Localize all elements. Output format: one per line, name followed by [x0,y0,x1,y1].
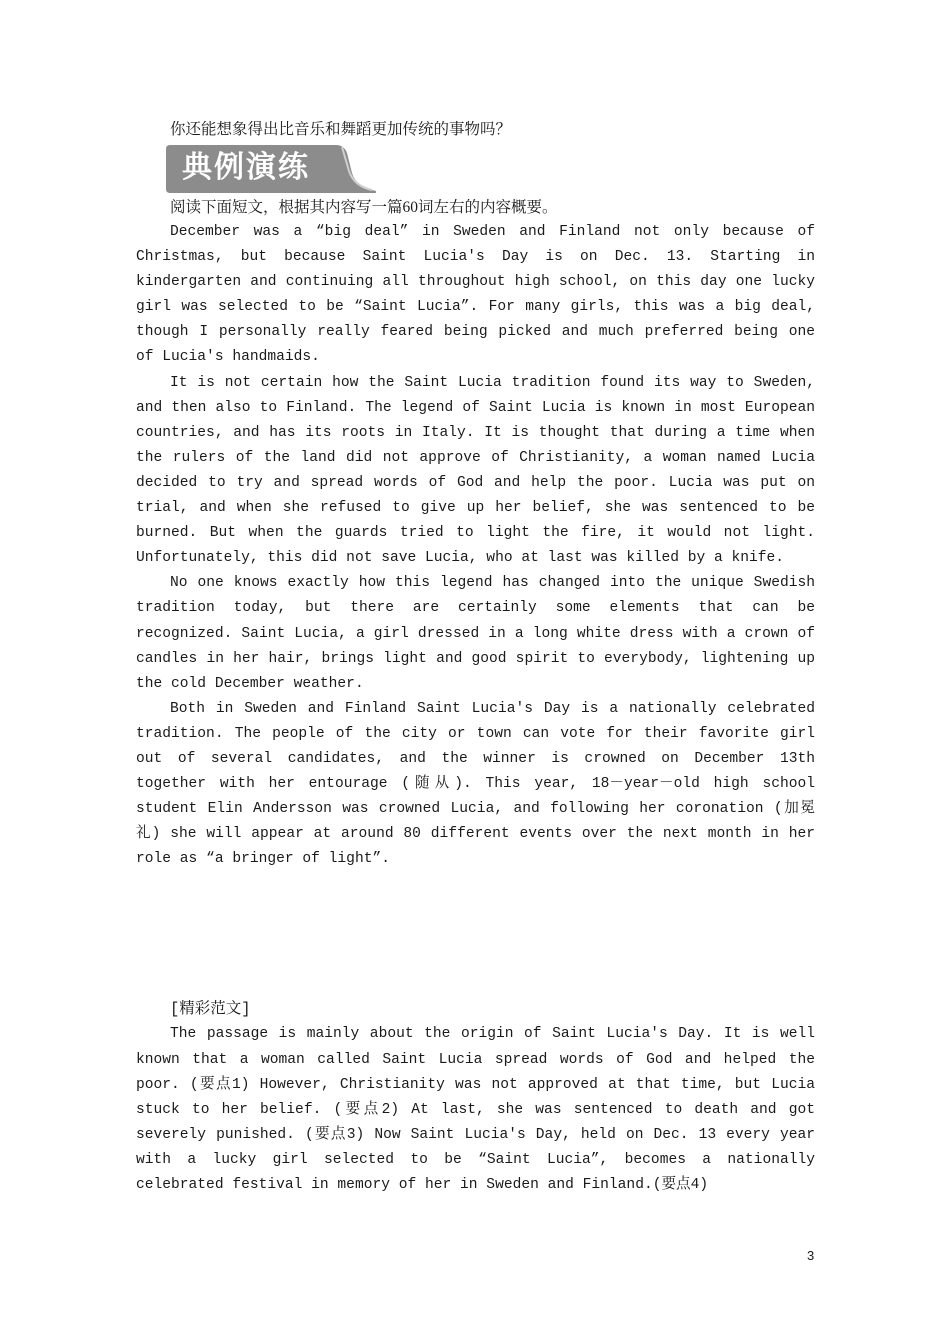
passage-paragraph-4: Both in Sweden and Finland Saint Lucia's Day is a nationally celebrated tradition. The people of the city or town can vote for their favorite girl out of several candidates, and the winner is crowned on December 13th together with her entourage (随从). This year, 18－year－old high school student Elin Andersson was crowned Lucia, and following her coronation (加冕礼) she will appear at around 80 different events over the next month in her role as “a bringer of light”. [136,700,815,868]
model-essay-text: The passage is mainly about the origin of Saint Lucia's Day. It is well known that a woman called Saint Lucia spread words of God and helped the poor. (要点1) However, Christianity was not approved at that time, but Lucia stuck to her belief. (要点2) At last, she was sentenced to death and got severely punished. (要点3) Now Saint Lucia's Day, held on Dec. 13 every year with a lucky girl selected to be “Saint Lucia”, becomes a nationally celebrated festival in memory of her in Sweden and Finland.(要点4) [136,1026,815,1193]
passage-paragraph-1: December was a “big deal” in Sweden and Finland not only because of Christmas, but because Saint Lucia's Day is on Dec. 13. Starting in kindergarten and continuing all throughout high school, on this day one lucky girl was selected to be “Saint Lucia”. For many girls, this was a big deal, though I personally really feared being picked and much preferred being one of Lucia's handmaids. [136,224,815,366]
blank-space [136,872,815,997]
document-page [136,117,815,1198]
passage-paragraph-2: It is not certain how the Saint Lucia tradition found its way to Sweden, and then also to Finland. The legend of Saint Lucia is known in most European countries, and has its roots in Italy. It is thought that during a time when the rulers of the land did not approve of Christianity, a woman named Lucia decided to try and spread words of God and help the poor. Lucia was put on trial, and when she refused to give up her belief, she was sentenced to be burned. But when the guards tried to light the fire, it would not light. Unfortunately, this did not save Lucia, who at last was killed by a knife. [136,374,815,567]
model-essay-label: [精彩范文] [170,1000,251,1019]
page-number: 3 [807,1248,815,1263]
intro-question: 你还能想象得出比音乐和舞蹈更加传统的事物吗？ [170,121,512,138]
banner-title: 典例演练 [182,150,310,185]
passage-paragraph-3: No one knows exactly how this legend has changed into the unique Swedish tradition today, but there are certainly some elements that can be recognized. Saint Lucia, a girl dressed in a long white dress with a crown of candles in her hair, brings light and good spirit to everybody, lightening up the cold December weather. [136,575,815,692]
section-banner [166,145,376,193]
task-instruction: 阅读下面短文，根据其内容写一篇60词左右的内容概要。 [170,199,558,216]
